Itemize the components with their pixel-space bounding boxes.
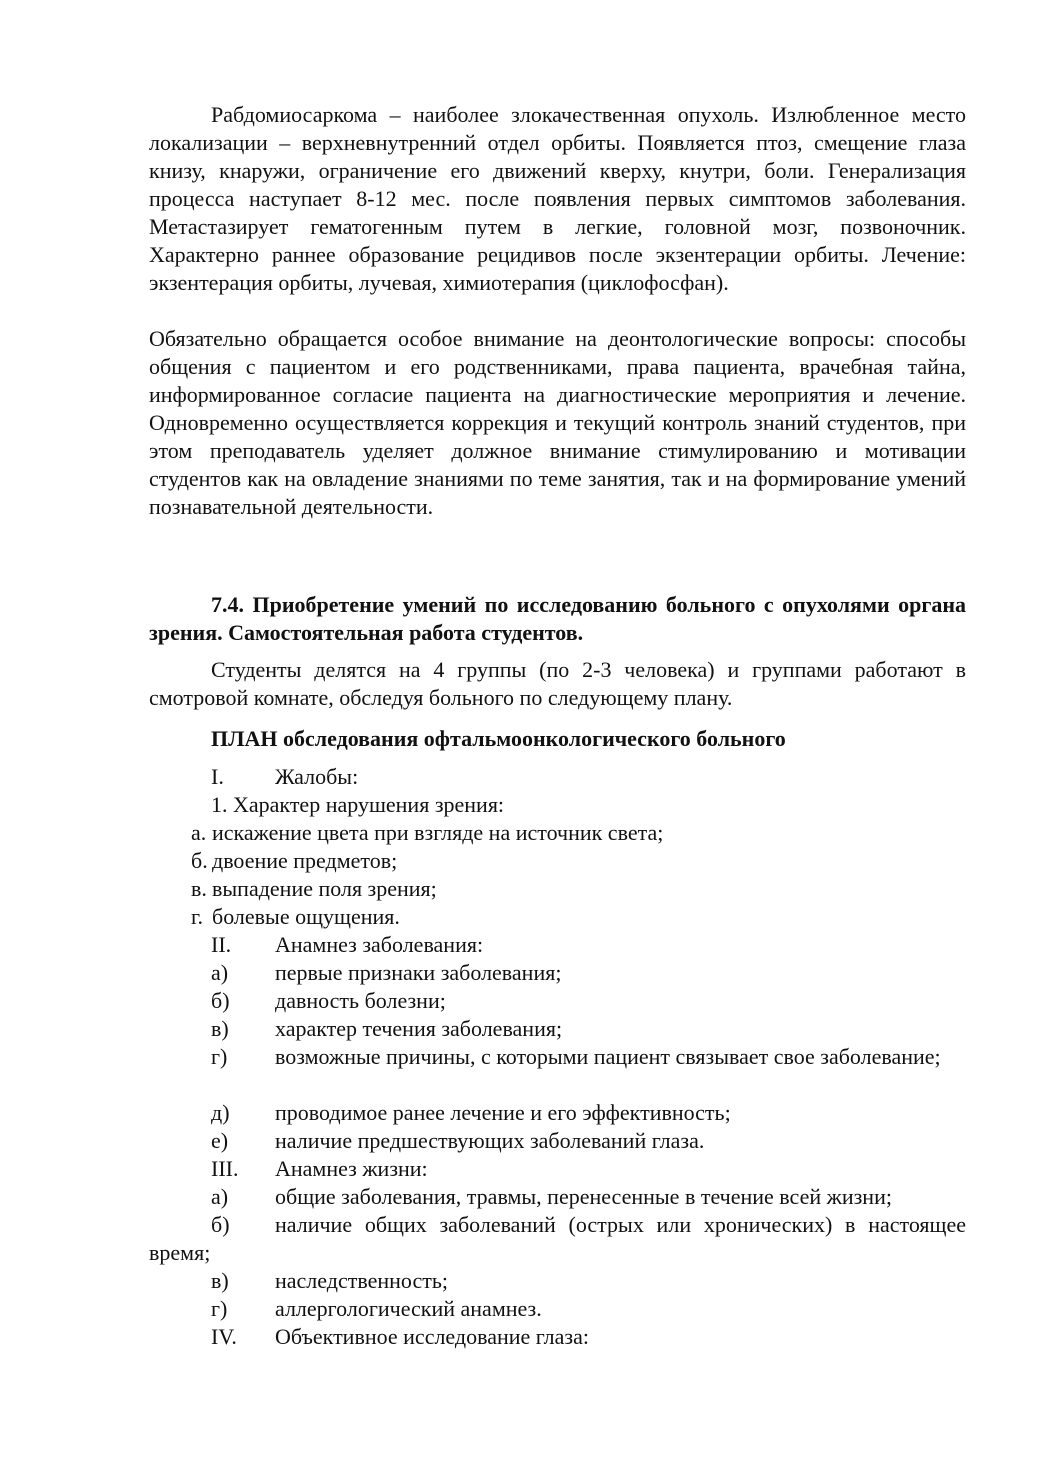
- item-marker: б.: [191, 848, 208, 873]
- list-item: [149, 1295, 966, 1323]
- item-marker: д): [211, 1100, 230, 1125]
- list-item: [149, 1099, 966, 1127]
- list-item: [149, 875, 966, 903]
- item-text: характер течения заболевания;: [275, 1016, 563, 1041]
- item-marker: а): [211, 1184, 229, 1209]
- section-title: Анамнез заболевания:: [275, 932, 484, 957]
- item-text: аллергологический анамнез.: [275, 1296, 542, 1321]
- list-item: [149, 903, 966, 931]
- list-item: [149, 1267, 966, 1295]
- item-text: общие заболевания, травмы, перенесенные в течение всей жизни;: [275, 1184, 892, 1209]
- section-title: Жалобы:: [275, 764, 359, 789]
- list-item: [149, 1183, 966, 1211]
- complaints-subtitle: [149, 791, 966, 819]
- item-text-wrapped: возможные причины, с которыми пациент связывает свое заболевание;: [275, 1044, 941, 1069]
- list-item: [149, 847, 966, 875]
- plan-title: [149, 725, 966, 753]
- list-item: [149, 819, 966, 847]
- item-marker: б): [211, 988, 230, 1013]
- item-text: искажение цвета при взгляде на источник света;: [212, 820, 664, 845]
- paragraph-groups: Студенты делятся на 4 группы (по 2-3 человека) и группами работают в смотровой комнате, обследуя больного по следующему плану.: [149, 657, 966, 710]
- section-title: Анамнез жизни:: [275, 1156, 428, 1181]
- plan-title-text: ПЛАН обследования офтальмоонкологического больного: [211, 726, 786, 751]
- item-text: выпадение поля зрения;: [212, 876, 437, 901]
- item-text: наследственность;: [275, 1268, 448, 1293]
- item-marker: г.: [191, 904, 204, 929]
- item-marker: а): [211, 960, 229, 985]
- section-marker: IV.: [211, 1324, 237, 1349]
- paragraph-deontology: Обязательно обращается особое внимание на деонтологические вопросы: способы общения с пациентом и его родственниками, права пациента, врачебная тайна, информированное согласие пациента на диагностические мероприятия и лечение. Одновременно осуществляется коррекция и текущий контроль знаний студентов, при этом преподаватель уделяет должное внимание стимулированию и мотивации студентов как на овладение знаниями по теме занятия, так и на формирование умений познавательной деятельности.: [149, 326, 966, 519]
- item-text: двоение предметов;: [212, 848, 398, 873]
- section-heading: 7.4. Приобретение умений по исследованию больного с опухолями органа зрения. Самостоятельная работа студентов.: [149, 592, 966, 645]
- item-marker: б): [211, 1212, 230, 1237]
- item-marker: е): [211, 1128, 229, 1153]
- list-item: [149, 1127, 966, 1155]
- item-text: первые признаки заболевания;: [275, 960, 562, 985]
- section-marker: I.: [211, 764, 224, 789]
- item-marker: г): [211, 1296, 228, 1321]
- item-text: давность болезни;: [275, 988, 446, 1013]
- list-item: [149, 959, 966, 987]
- plan-section-disease-history: [149, 931, 966, 959]
- section-marker: III.: [211, 1156, 239, 1181]
- section-title: Объективное исследование глаза:: [275, 1324, 589, 1349]
- item-text: проводимое ранее лечение и его эффективность;: [275, 1100, 731, 1125]
- item-text: болевые ощущения.: [212, 904, 400, 929]
- list-item: [149, 987, 966, 1015]
- plan-section-complaints: [149, 763, 966, 791]
- item-text: наличие предшествующих заболеваний глаза.: [275, 1128, 705, 1153]
- plan-section-life-history: [149, 1155, 966, 1183]
- item-marker: в): [211, 1268, 229, 1293]
- item-marker: а.: [191, 820, 207, 845]
- list-item: [149, 1015, 966, 1043]
- item-text-wrapped: наличие общих заболеваний (острых или хронических) в настоящее время;: [149, 1212, 966, 1265]
- item-marker: в): [211, 1016, 229, 1041]
- section-marker: II.: [211, 932, 232, 957]
- subtitle-text: 1. Характер нарушения зрения:: [211, 792, 505, 817]
- plan-section-objective-exam: [149, 1323, 966, 1351]
- item-marker: в.: [191, 876, 207, 901]
- paragraph-rhabdomyosarcoma: Рабдомиосаркома – наиболее злокачественная опухоль. Излюбленное место локализации – верхневнутренний отдел орбиты. Появляется птоз, смещение глаза книзу, кнаружи, ограничение его движений кверху, кнутри, боли. Генерализация процесса наступает 8-12 мес. после появления первых симптомов заболевания. Метастазирует гематогенным путем в легкие, головной мозг, позвоночник. Характерно раннее образование рецидивов после экзентерации орбиты. Лечение: экзентерация орбиты, лучевая, химиотерапия (циклофосфан).: [149, 102, 966, 295]
- item-marker: г): [211, 1044, 228, 1069]
